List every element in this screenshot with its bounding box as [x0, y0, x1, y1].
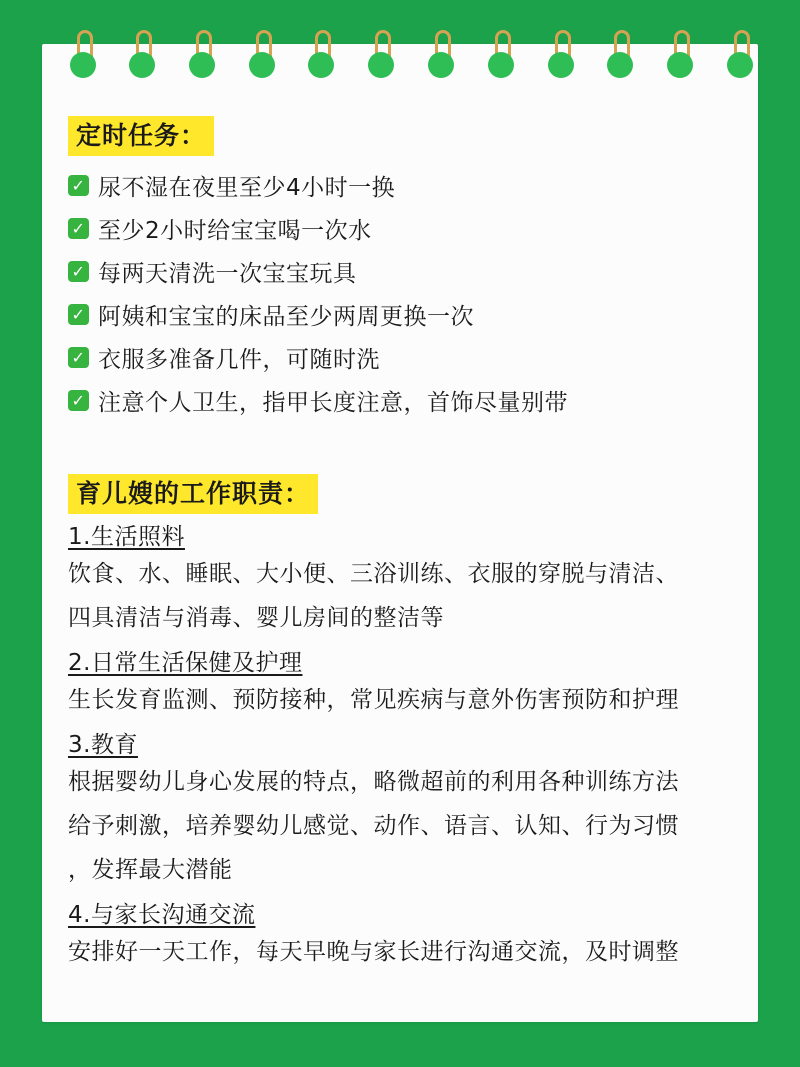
duties-section — [68, 474, 748, 974]
task-text: 尿不湿在夜里至少4小时一换 — [98, 175, 396, 201]
duties-title: 育儿嫂的工作职责： — [68, 474, 318, 514]
check-box-icon: ✓ — [68, 261, 89, 282]
list-item — [68, 250, 748, 293]
task-text: 每两天清洗一次宝宝玩具 — [98, 261, 357, 287]
list-item — [68, 164, 748, 207]
task-text: 注意个人卫生，指甲长度注意，首饰尽量别带 — [98, 390, 568, 416]
check-box-icon: ✓ — [68, 175, 89, 196]
check-box-icon: ✓ — [68, 218, 89, 239]
duty-heading-parent-communication: 4.与家长沟通交流 — [68, 902, 256, 928]
list-item — [68, 336, 748, 379]
check-box-icon: ✓ — [68, 347, 89, 368]
check-box-icon: ✓ — [68, 390, 89, 411]
duty-heading-education: 3.教育 — [68, 732, 138, 758]
list-item — [68, 293, 748, 336]
task-text: 至少2小时给宝宝喝一次水 — [98, 218, 372, 244]
timed-tasks-title: 定时任务： — [68, 116, 214, 156]
task-text: 阿姨和宝宝的床品至少两周更换一次 — [98, 304, 474, 330]
timed-tasks-list — [68, 164, 748, 422]
list-item — [68, 207, 748, 250]
list-item — [68, 379, 748, 422]
duty-heading-daily-care: 1.生活照料 — [68, 524, 185, 550]
task-text: 衣服多准备几件，可随时洗 — [98, 347, 380, 373]
duty-text: 饮食、水、睡眠、大小便、三浴训练、衣服的穿脱与清洁、 — [68, 561, 679, 587]
duty-text: 四具清洁与消毒、婴儿房间的整洁等 — [68, 605, 444, 631]
duty-text: 给予刺激，培养婴幼儿感觉、动作、语言、认知、行为习惯 — [68, 813, 679, 839]
duty-text: 生长发育监测、预防接种，常见疾病与意外伤害预防和护理 — [68, 687, 679, 713]
check-box-icon: ✓ — [68, 304, 89, 325]
duty-heading-health-care: 2.日常生活保健及护理 — [68, 650, 303, 676]
page-content — [68, 116, 748, 974]
duty-text: 安排好一天工作，每天早晚与家长进行沟通交流，及时调整 — [68, 939, 679, 965]
duty-text: 根据婴幼儿身心发展的特点，略微超前的利用各种训练方法 — [68, 769, 679, 795]
duty-text: ，发挥最大潜能 — [68, 857, 233, 883]
